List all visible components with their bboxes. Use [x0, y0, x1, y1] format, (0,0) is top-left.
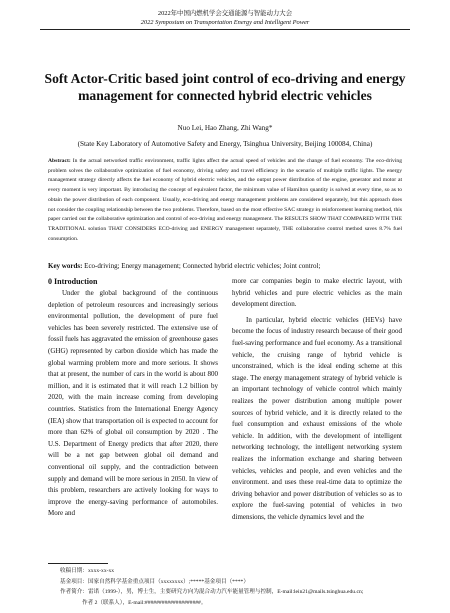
footnotes — [60, 566, 430, 608]
left-column — [48, 276, 218, 520]
footnote-corresponding: 作者 2（联系人），E-mail:####################。 — [82, 599, 207, 606]
keywords-text: Eco-driving; Energy management; Connected hybrid electric vehicles; Joint control; — [84, 262, 321, 270]
paper-title: Soft Actor-Critic based joint control of eco-driving and energy management for connected hybrid electric vehicles — [44, 71, 406, 103]
affiliation: (State Key Laboratory of Automotive Safety and Energy, Tsinghua University, Beijing 100084, China) — [77, 140, 373, 148]
abstract-label: Abstract: — [48, 158, 71, 164]
intro-paragraph-2: In particular, hybrid electric vehicles (HEVs) have become the focus of industry research because of their good fuel-saving performance and fuel economy. As a transitional vehicle, the cruising range of hybrid vehicle is unconstrained, which is the ideal ending scheme at this stage. The energy management strategy of hybrid vehicle is an important technology of vehicle control which mainly realizes the power distribution among multiple power sources of hybrid vehicle, and it is directly related to the fuel consumption and exhaust emissions of the whole vehicle. In addition, with the development of intelligent networking technology, the intelligent networking system realizes the information exchange and sharing between vehicles, vehicles and people, and even vehicles and the environment. and uses these real-time data to optimize the driving behavior and power distribution of vehicles so as to explore the fuel-saving potential of vehicles in two dimensions, the vehicle dynamics level and the — [232, 315, 402, 521]
header-rule — [40, 29, 410, 30]
keywords-label: Key words: — [48, 262, 83, 270]
intro-paragraph-1-cont: more car companies begin to make electric layout, with hybrid vehicles and pure electric vehicles as the main development direction. — [232, 277, 402, 309]
conference-header-cn: 2022年中国内燃机学会交通能源与智能动力大会 — [157, 10, 293, 17]
footnote-fund: 基金项目：国家自然科学基金重点项目（xxxxxxxx）;*****基金项目（****） — [60, 578, 249, 585]
abstract — [48, 157, 402, 244]
right-column — [232, 276, 402, 523]
authors: Nuo Lei, Hao Zhang, Zhi Wang* — [177, 124, 273, 132]
section-heading: 0 Introduction — [48, 277, 98, 286]
footnote-author-info: 作者简介：雷诺（1999-），男，博士生，主要研究方向为混合动力汽车能量管理与控制，E-mail:lein21@mails.tsinghua.edu.cn; — [60, 589, 364, 595]
abstract-text: In the actual networked traffic environment, traffic lights affect the actual speed of vehicles and the change of fuel economy. The eco-driving problem solves the collaborative optimization of fuel economy, driving safety and travel efficiency in the scenario of multiple traffic lights. The energy management strategy directly affects the fuel economy of hybrid electric vehicles, and the output power distribution of the engine, generator and motor at every moment is very important. By introducing the concept of equivalent factor, the minimum value of Hamilton quantity is solved at every time, so as to obtain the power distribution of each component. Usually, eco-driving and energy management problems are considered separately, but this approach does not consider the coupling relationship between the two problems. Therefore, based on the most effective SAC strategy in reinforcement learning method, this paper carried out the collaborative optimization and control of eco-driving and energy management. The RESULTS SHOW THAT COMPARED WITH THE TRADITIONAL solution THAT CONSIDERS ECO-driving and ENERGY management separately, THE collaborative control method saves 8.7% fuel consumption. — [48, 158, 403, 242]
conference-header-en: 2022 Symposium on Transportation Energy and Intelligent Power — [140, 19, 310, 26]
footnote-separator — [48, 563, 108, 564]
keywords — [48, 262, 402, 271]
intro-paragraph-1: Under the global background of the continuous depletion of petroleum resources and increasingly serious environmental pollution, the development of pure fuel vehicles has been severely restricted. The extensive use of fossil fuels has aggravated the emission of greenhouse gases (GHG) represented by carbon dioxide which has made the global warming problem more and more serious. It shows that at present, the number of cars in the world is about 800 million, and it is estimated that it will reach 1.2 billion by 2020, with the main increase coming from developing countries. Statistics from the International Energy Agency (IEA) show that transportation oil is expected to account for more than 62% of global oil consumption by 2020 . The U.S. Department of Energy predicts that after 2020, there will be a net gap between global oil demand and conventional oil supply, and the contradiction between supply and demand will be more serious in 2050. In view of this problem, researchers are actively looking for ways to improve the energy-saving performance of automobiles. More and — [48, 289, 218, 518]
footnote-received: 收稿日期：xxxx-xx-xx — [60, 568, 115, 574]
